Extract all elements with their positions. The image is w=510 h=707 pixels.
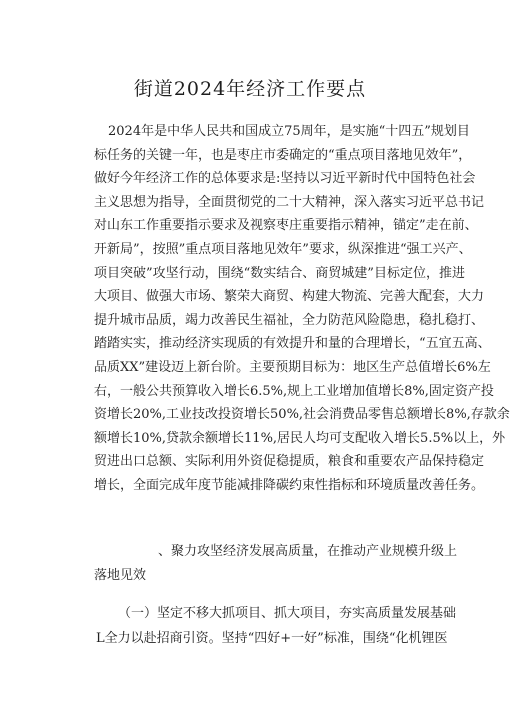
text-line: 大项目、做强大市场、繁荣大商贸、构建大物流、完善大配套，大力 [94,289,485,305]
text-line: 、聚力攻坚经济发展高质量，在推动产业规模升级上 [158,544,458,559]
text-line: 对山东工作重要指示要求及视察枣庄重要指示精神，锚定”走在前、 [94,218,478,234]
text-line: L全力以赴招商引资。坚持“四好+一好”标准，围绕“化机锂医 [96,631,448,646]
text-line: 项目突破”攻坚行动，围绕“数实结合、商贸城建”目标定位，推进 [94,265,465,281]
text-line: 踏踏实实，推动经济实现质的有效提升和量的合理增长，“五宜五高、 [94,336,491,352]
text-line: 提升城市品质，竭力改善民生福祉，全力防范风险隐患，稳扎稳打、 [94,312,485,328]
text-line: 做好今年经济工作的总体要求是:坚持以习近平新时代中国特色社会 [94,171,476,187]
text-line: （一）坚定不移大抓项目、抓大项目，夯实高质量发展基础 [118,606,457,621]
text-line: 开新局”，按照”重点项目落地见效年”要求，纵深推进“强工兴产、 [94,241,472,257]
text-line: 落地见效 [94,567,147,583]
paragraph-body [94,627,448,651]
text-line: 贸进出口总额、实际利用外资促稳提质，粮食和重要农产品保持稳定 [94,454,485,470]
text-line: 右，一般公共预算收入增长6.5%,规上工业增加值增长8%,固定资产投 [94,383,494,399]
document-title: 街道2024年经济工作要点 [133,78,367,100]
paragraph-intro [94,120,510,498]
text-line: 额增长10%,贷款余额增长11%,居民人均可支配收入增长5.5%以上，外 [94,430,506,446]
text-line: 主义思想为指导，全面贯彻党的二十大精神，深入落实习近平总书记 [94,194,485,210]
text-line: 增长，全面完成年度节能减排降碳约束性指标和环境质量改善任务。 [94,477,485,493]
text-line: 标任务的关键一年，也是枣庄市委确定的“重点项目落地见效年”， [94,147,472,163]
subsection-heading [94,602,457,626]
text-line: 2024年是中华人民共和国成立75周年，是实施“十四五”规划目 [108,124,470,139]
text-line: 品质XX”建设迈上新台阶。主要预期目标为：地区生产总值增长6%左 [94,359,491,375]
text-line: 资增长20%,工业技改投资增长50%,社会消费品零售总额增长8%,存款余 [94,407,510,423]
section-heading-1 [94,540,458,587]
